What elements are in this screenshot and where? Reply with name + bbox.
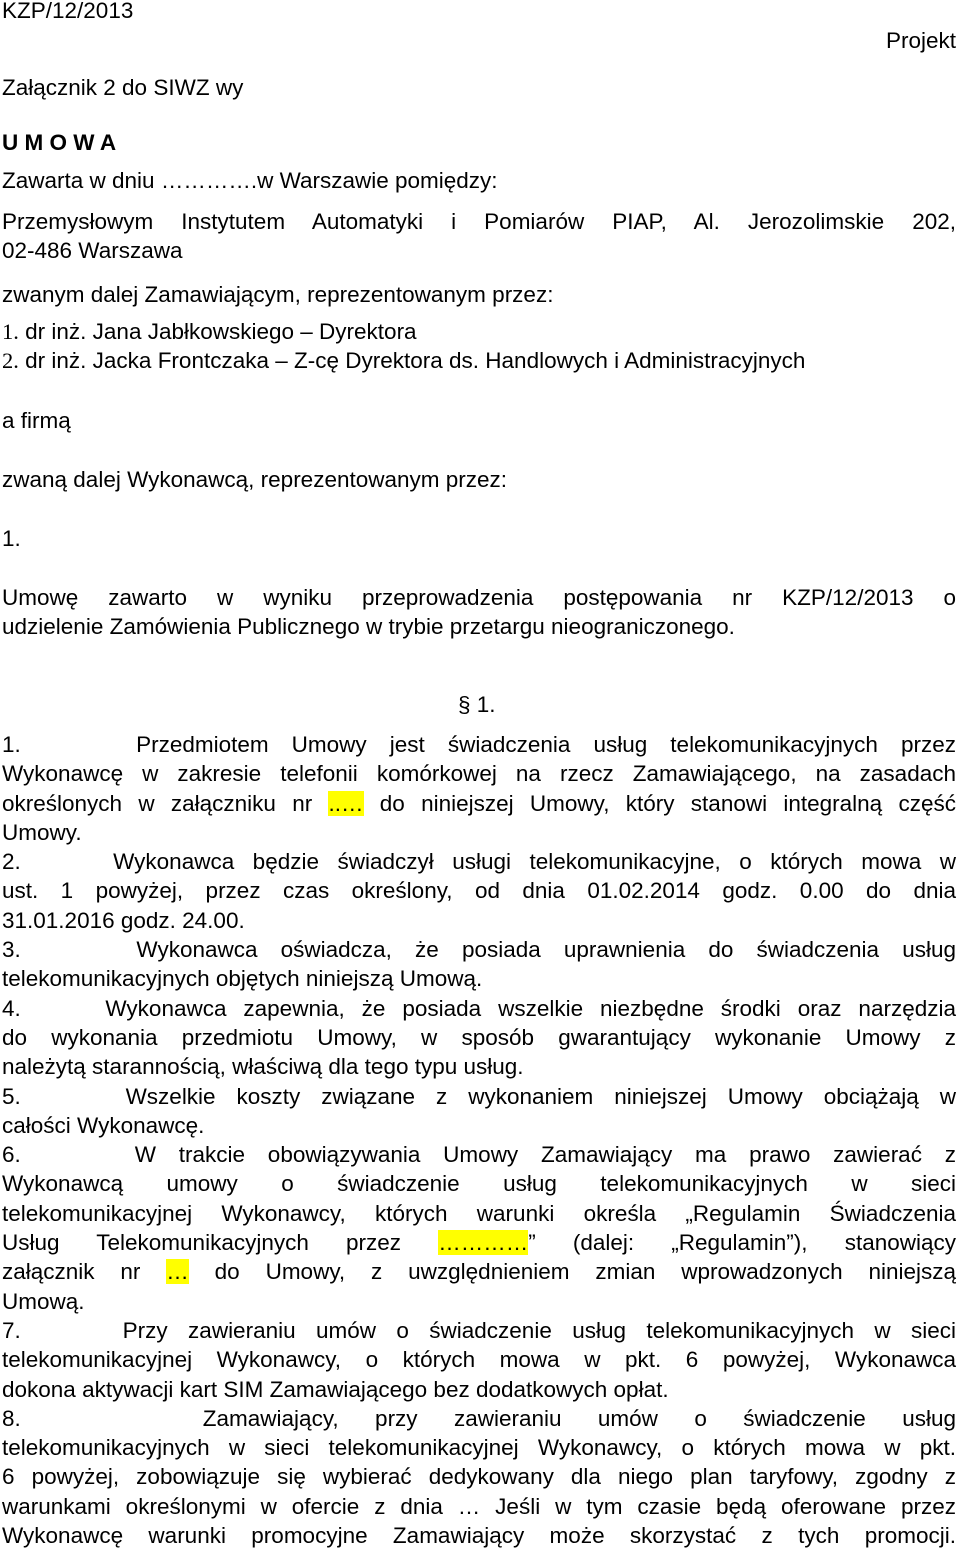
list-item-line: załącznik nr … do Umowy, z uwzględnieniem zmian wprowadzonych niniejszą [2, 1259, 957, 1285]
list-item-line: należytą starannością, właściwą dla tego typu usług. [2, 1054, 524, 1080]
list-item-line: do wykonania przedmiotu Umowy, w sposób gwarantujący wykonanie Umowy z [2, 1024, 956, 1050]
rep-number: 2. [2, 348, 19, 373]
basis-line1: Umowę zawarto w wyniku przeprowadzenia postępowania nr KZP/12/2013 o [2, 585, 956, 610]
party1-address-line2: 02-486 Warszawa [2, 238, 183, 263]
list-item-line: Wykonawcę w zakresie telefonii komórkowej na rzecz Zamawiającego, na zasadach [2, 761, 956, 787]
highlight-placeholder: ..… [328, 790, 364, 816]
section-heading: § 1. [458, 692, 496, 717]
party2-rep-number: 1. [2, 526, 21, 551]
list-item: 5. Wszelkie koszty związane z wykonaniem niniejszej Umowy obciążają w [2, 1083, 956, 1109]
party2-called-line: zwaną dalej Wykonawcą, reprezentowanym przez: [2, 467, 508, 492]
list-item-line: dokona aktywacji kart SIM Zamawiającego bez dodatkowych opłat. [2, 1376, 669, 1402]
concluded-line: Zawarta w dniu ………….w Warszawie pomiędzy: [2, 168, 498, 193]
list-item-line: telekomunikacyjnej Wykonawcy, o których mowa w pkt. 6 powyżej, Wykonawca [2, 1347, 956, 1373]
list-item-line: Wykonawcę warunki promocyjne Zamawiający może skorzystać z tych promocji. [2, 1523, 956, 1549]
list-item-line: telekomunikacyjnych w sieci telekomunikacyjnej Wykonawcy, o których mowa w pkt. [2, 1435, 956, 1461]
list-item-line: telekomunikacyjnych objętych niniejszą Umową. [2, 966, 483, 992]
list-item: 1. Przedmiotem Umowy jest świadczenia usług telekomunikacyjnych przez [2, 732, 956, 757]
contract-title: U M O W A [2, 130, 117, 155]
basis-line2: udzielenie Zamówienia Publicznego w trybie przetargu nieograniczonego. [2, 614, 735, 639]
list-item-line: Umowy. [2, 819, 82, 845]
list-item: 4. Wykonawca zapewnia, że posiada wszelkie niezbędne środki oraz narzędzia [2, 995, 956, 1021]
attachment-line: Załącznik 2 do SIWZ wy [2, 75, 244, 100]
list-item-line: Usług Telekomunikacyjnych przez …………” (dalej: „Regulamin”), stanowiący [2, 1230, 956, 1256]
doc-code: KZP/12/2013 [2, 0, 134, 23]
list-item-line: Wykonawcą umowy o świadczenie usług telekomunikacyjnych w sieci [2, 1171, 956, 1197]
party1-address-line1: Przemysłowym Instytutem Automatyki i Pomiarów PIAP, Al. Jerozolimskie 202, [2, 209, 956, 234]
list-item: 6. W trakcie obowiązywania Umowy Zamawiający ma prawo zawierać z [2, 1142, 956, 1168]
list-item-line: całości Wykonawcę. [2, 1112, 205, 1138]
list-item-line: określonych w załączniku nr ..… do niniejszej Umowy, który stanowi integralną część [2, 790, 956, 816]
rep-text: dr inż. Jacka Frontczaka – Z-cę Dyrektora ds. Handlowych i Administracyjnych [25, 348, 806, 373]
party1-rep-2 [2, 346, 805, 375]
highlight-placeholder: … [166, 1259, 189, 1285]
list-item-line: warunkami określonymi w ofercie z dnia … Jeśli w tym czasie będą oferowane przez [2, 1493, 956, 1519]
draft-label: Projekt [885, 28, 956, 53]
list-item-line: telekomunikacyjnej Wykonawcy, których warunki określa „Regulamin Świadczenia [2, 1200, 956, 1226]
list-item: 3. Wykonawca oświadcza, że posiada uprawnienia do świadczenia usług [2, 937, 956, 963]
list-item-line: 6 powyżej, zobowiązuje się wybierać dedykowany dla niego plan taryfowy, zgodny z [2, 1464, 956, 1490]
list-item: 2. Wykonawca będzie świadczył usługi telekomunikacyjne, o których mowa w [2, 849, 956, 875]
party1-called-line: zwanym dalej Zamawiającym, reprezentowanym przez: [2, 282, 554, 307]
rep-text: dr inż. Jana Jabłkowskiego – Dyrektora [25, 319, 417, 344]
list-item: 8. Zamawiający, przy zawieraniu umów o świadczenie usług [2, 1405, 956, 1431]
paragraph-list [2, 730, 956, 1550]
list-item-line: Umową. [2, 1288, 85, 1314]
party1-rep-1 [2, 317, 417, 346]
list-item-line: ust. 1 powyżej, przez czas określony, od dnia 01.02.2014 godz. 0.00 do dnia [2, 878, 956, 904]
rep-number: 1. [2, 319, 19, 344]
list-item: 7. Przy zawieraniu umów o świadczenie usług telekomunikacyjnych w sieci [2, 1317, 956, 1343]
highlight-placeholder: ………… [438, 1230, 529, 1256]
party2-company-line: a firmą [2, 408, 71, 433]
list-item-line: 31.01.2016 godz. 24.00. [2, 907, 245, 933]
